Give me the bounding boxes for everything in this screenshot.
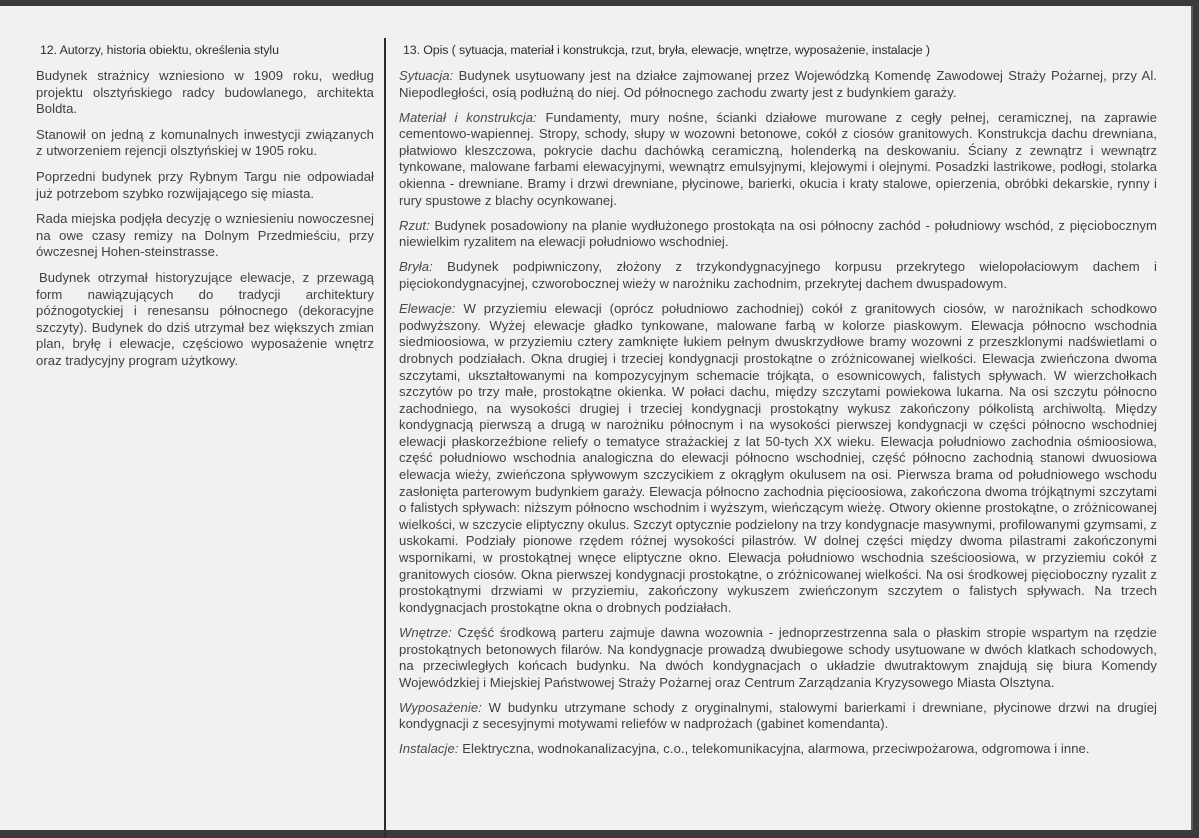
entry-label: Rzut: <box>399 217 430 233</box>
section-13-title: 13. Opis ( sytuacja, materiał i konstrukcja, rzut, bryła, elewacje, wnętrze, wyposażenie, instalacje ) <box>403 43 930 57</box>
entry-elewacje <box>399 301 1157 616</box>
history-paragraph: Budynek otrzymał historyzujące elewacje, z przewagą form nawiązujących do tradycji architektury późnogotyckiej i renesansu północnego (dekoracyjne szczyty). Budynek do dziś utrzymał bez większych zmian plan, bryłę i elewacje, częściowo wyposażenie wnętrz oraz tradycyjny program użytkowy. <box>36 269 374 368</box>
entry-wyposazenie <box>399 700 1157 733</box>
section-12-authors-history <box>36 43 374 379</box>
entry-label: Wyposażenie: <box>399 699 482 715</box>
history-paragraph: Stanowił on jedną z komunalnych inwestycji związanych z utworzeniem rejencji olsztyńskiej w 1905 roku. <box>36 126 374 159</box>
entry-label: Instalacje: <box>399 741 459 757</box>
entry-label: Bryła: <box>399 259 433 275</box>
column-divider <box>384 38 386 838</box>
entry-label: Sytuacja: <box>399 68 454 83</box>
entry-label: Elewacje: <box>399 301 456 317</box>
entry-label: Materiał i konstrukcja: <box>399 109 537 125</box>
entry-material-konstrukcja <box>399 110 1157 210</box>
history-paragraph: Rada miejska podjęła decyzję o wzniesieniu nowoczesnej na owe czasy remizy na Dolnym Przedmieściu, przy ówczesnej Hohen-steinstrasse. <box>36 211 374 260</box>
entry-sytuacja <box>399 68 1157 101</box>
entry-text: Fundamenty, mury nośne, ścianki działowe murowane z cegły pełnej, ceramicznej, na zaprawie cementowo-wapiennej. Stropy, schody, słupy w wozowni betonowe, cokół z ciosów granitowych. Konstrukcja dachu drewniana, płatwiowo kleszczowa, pokrycie dachu dachówką ceramiczną, holenderką na deskowaniu. Ściany z zewnątrz i wewnątrz tynkowane, malowane farbami elewacyjnymi, wewnątrz emulsyjnymi, klejowymi i olejnymi. Posadzki lastrikowe, podłogi, stolarka okienna - drewniane. Bramy i drzwi drewniane, płycinowe, barierki, okucia i kraty stalowe, opierzenia, obróbki dekarskie, rynny i rury spustowe z blachy ocynkowanej. <box>399 109 1157 208</box>
entry-text: W przyziemiu elewacji (oprócz południowo zachodniej) cokół z granitowych ciosów, w narożnikach schodkowo podwyższony. Wyżej elewacje gładko tynkowane, malowane farbą w kolorze piaskowym. Elewacja północno wschodnia siedmioosiowa, w przyziemiu cztery zamknięte łukiem pełnym dwuskrzydłowe bramy wozowni z przeszklonymi nadświetlami o drobnych podziałach. Okna drugiej i trzeciej kondygnacji prostokątne o zróżnicowanej wielkości. Elewacja zwieńczona dwoma szczytami, ukształtowanymi na kompozycyjnym schemacie trójkąta, o esownicowych, falistych spływach. W wierzchołkach szczytów po trzy małe, prostokątne okienka. W połaci dachu, między szczytami powiekowa lukarna. Na osi szczytu północno zachodniego, na wysokości drugiej i trzeciej kondygnacji prostokątny wykusz zakończony półkolistą archiwoltą. Między kondygnacją pierwszą a drugą w narożniku północnym i na wysokości pierwszej kondygnacji w części północno wschodniej elewacji płaskorzeźbione reliefy o tematyce strażackiej z lat 50-tych XX wieku. Elewacja południowo zachodnia ośmioosiowa, część południowo wschodnia analogiczna do elewacji północno wschodniej, część północno zachodnią stanowi dwuosiowa elewacja wieży, zwieńczona spływowym szczycikiem z okrągłym okulusem na osi. Pierwsza brama od południowego wschodu zasłonięta parterowym budynkiem garaży. Elewacja północno zachodnia pięcioosiowa, zakończona dwoma trójkątnymi szczytami o falistych spływach: niższym północno wschodnim i wyższym, wieńczącym wieżę. Otwory okienne prostokątne, o zróżnicowanej wielkości, w szczycie eliptyczny okulus. Szczyt optycznie podzielony na trzy kondygnacje masywnymi, profilowanymi gzymsami, z uskokami. Podziały pionowe rzędem różnej wysokości pilastrów. W dolnej części między dwoma pilastrami zakończonymi wspornikami, w prostokątnej wnęce eliptyczne okno. Elewacja południowo wschodnia sześcioosiowa, w przyziemiu cokół z granitowych ciosów. Okna pierwszej kondygnacji prostokątne, o zróżnicowanej wielkości. Na osi środkowej pięcioboczny ryzalit z prostokątnymi drzwiami w przyziemiu, zakończony wykuszem zwieńczonym szczytem o falistych spływach. Na trzech kondygnacjach prostokątne okna o drobnych podziałach. <box>399 301 1157 615</box>
entry-text: Budynek posadowiony na planie wydłużonego prostokąta na osi północny zachód - południowy wschód, z pięciobocznym niewielkim ryzalitem na elewacji południowo wschodniej. <box>399 217 1157 250</box>
entry-instalacje <box>399 741 1157 758</box>
history-paragraph: Budynek strażnicy wzniesiono w 1909 roku, według projektu olsztyńskiego radcy budowlanego, architekta Boldta. <box>36 68 374 117</box>
entry-text: Budynek podpiwniczony, złożony z trzykondygnacyjnego korpusu przekrytego wielopołaciowym dachem i pięciokondygnacyjnej, czworobocznej wieży w narożniku zachodnim, przekrytej dachem dwuspadowym. <box>399 259 1157 292</box>
entry-bryla <box>399 259 1157 292</box>
entry-text: Część środkową parteru zajmuje dawna wozownia - jednoprzestrzenna sala o płaskim stropie wspartym na rzędzie prostokątnych betonowych filarów. Na kondygnacje prowadzą dwubiegowe schody usytuowane w dwóch klatkach schodowych, na przeciwległych końcach budynku. Na dwóch kondygnacjach o układzie dwutraktowym znajdują się biura Komendy Wojewódzkiej i Miejskiej Państwowej Straży Pożarnej oraz Centrum Zarządzania Kryzysowego Miasta Olsztyna. <box>399 624 1157 690</box>
document-page <box>0 6 1193 830</box>
entry-text: Elektryczna, wodnokanalizacyjna, c.o., telekomunikacyjna, alarmowa, przeciwpożarowa, odgromowa i inne. <box>462 741 1090 757</box>
entry-text: W budynku utrzymane schody z oryginalnymi, stalowymi barierkami i drewniane, płycinowe drzwi na drugiej kondygnacji z secesyjnymi motywami reliefów w nadprożach (gabinet komendanta). <box>399 699 1157 732</box>
section-13-description <box>399 43 1157 767</box>
entry-rzut <box>399 218 1157 251</box>
section-12-title: 12. Autorzy, historia obiektu, określenia stylu <box>40 43 279 57</box>
entry-text: Budynek usytuowany jest na działce zajmowanej przez Wojewódzką Komendę Zawodowej Straży Pożarnej, przy Al. Niepodległości, osią podłużną do niej. Od północnego zachodu zwarty jest z budynkiem garaży. <box>399 68 1157 100</box>
history-paragraph: Poprzedni budynek przy Rybnym Targu nie odpowiadał już potrzebom szybko rozwijającego się miasta. <box>36 168 374 201</box>
entry-wnetrze <box>399 625 1157 691</box>
entry-label: Wnętrze: <box>399 624 452 640</box>
